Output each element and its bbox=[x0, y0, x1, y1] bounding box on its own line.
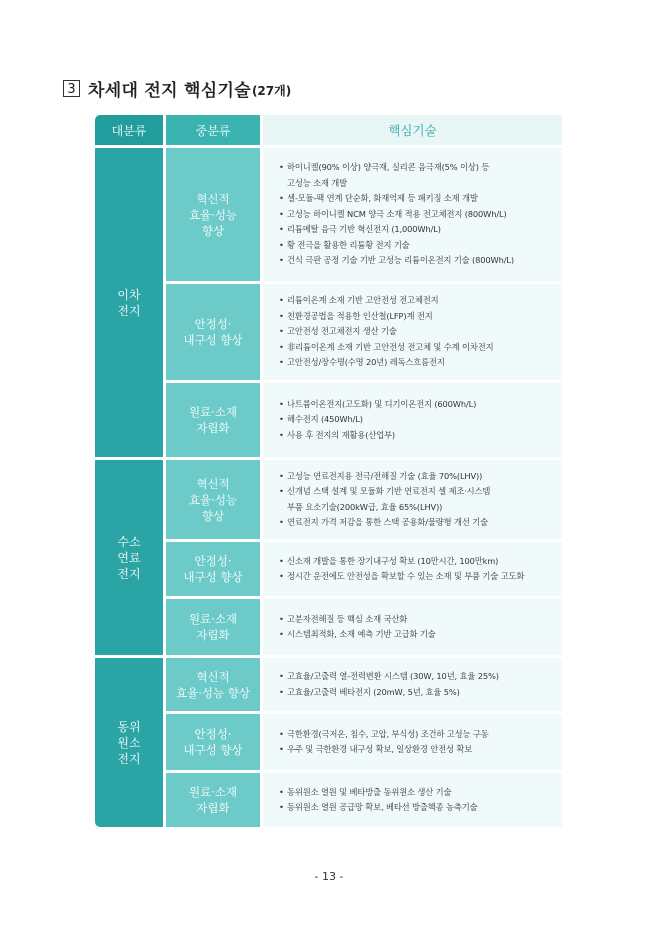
list-item: • 동위원소 열원 및 베타방출 동위원소 생산 기술 bbox=[279, 785, 477, 801]
mid-label: 원료·소재 자립화 bbox=[188, 785, 238, 815]
section-heading bbox=[63, 75, 291, 101]
list-item: • 우주 및 극한환경 내구성 확보, 일상환경 안전성 확보 bbox=[279, 742, 489, 758]
list-item: • 동위원소 열원 공급망 확보, 베타선 방출핵종 농축기술 bbox=[279, 800, 477, 816]
mid-label: 혁신적 효율·성능 향상 bbox=[176, 669, 250, 700]
mid-category bbox=[166, 658, 260, 711]
mid-category bbox=[166, 460, 260, 539]
major-category bbox=[95, 460, 163, 655]
list-item: • 리튬메탈 음극 기반 혁신전지 (1,000Wh/L) bbox=[279, 222, 514, 238]
list-item: • 연료전지 가격 저감을 통한 스택 공용화/물량형 개선 기술 bbox=[279, 515, 490, 531]
list-item: • 시스템최적화, 소재 예측 기반 고급화 기술 bbox=[279, 627, 436, 643]
major-category bbox=[95, 148, 163, 457]
mid-label: 안정성· 내구성 향상 bbox=[183, 554, 243, 584]
core-cell bbox=[263, 148, 562, 281]
mid-category bbox=[166, 383, 260, 457]
mid-category bbox=[166, 773, 260, 827]
list-item: 부품 요소기술(200kW급, 효율 65%(LHV)) bbox=[287, 501, 443, 512]
list-item: • 고효율/고출력 베타전지 (20mW, 5년, 효율 5%) bbox=[279, 685, 499, 701]
header-major: 대분류 bbox=[95, 115, 163, 145]
list-item: • 해수전지 (450Wh/L) bbox=[279, 412, 476, 428]
core-cell bbox=[263, 599, 562, 655]
mid-label: 안정성· 내구성 향상 bbox=[183, 317, 243, 347]
section-title: 차세대 전지 핵심기술 bbox=[88, 80, 251, 101]
list-item: • 非리튬이온계 소재 기반 고안전성 전고체 및 수계 이차전지 bbox=[279, 340, 493, 356]
major-label: 이차 전지 bbox=[117, 287, 141, 318]
header-core: 핵심기술 bbox=[263, 115, 562, 145]
list-item: • 신개념 스택 설계 및 모듈화 기반 연료전지 셀 제조·시스템 bbox=[279, 484, 490, 500]
mid-category bbox=[166, 284, 260, 380]
mid-category bbox=[166, 148, 260, 281]
major-category bbox=[95, 658, 163, 827]
list-item: • 고안전성/장수명(수명 20년) 레독스흐름전지 bbox=[279, 355, 493, 371]
list-item: • 고분자전해질 등 핵심 소재 국산화 bbox=[279, 612, 436, 628]
core-cell bbox=[263, 714, 562, 770]
mid-label: 원료·소재 자립화 bbox=[188, 612, 238, 642]
major-label: 동위 원소 전지 bbox=[117, 719, 141, 766]
core-cell bbox=[263, 284, 562, 380]
core-cell bbox=[263, 460, 562, 539]
list-item: • 건식 극판 공정 기술 기반 고성능 리튬이온전지 기술 (800Wh/L) bbox=[279, 253, 514, 269]
mid-label: 원료·소재 자립화 bbox=[188, 405, 238, 435]
core-cell bbox=[263, 542, 562, 596]
list-item: • 하이니켈(90% 이상) 양극재, 실리콘 음극재(5% 이상) 등 bbox=[279, 160, 514, 176]
core-cell bbox=[263, 383, 562, 457]
mid-label: 혁신적 효율·성능 향상 bbox=[188, 476, 238, 523]
mid-category bbox=[166, 714, 260, 770]
mid-category bbox=[166, 542, 260, 596]
section-number: 3 bbox=[63, 80, 80, 97]
list-item: • 고효율/고출력 열-전력변환 시스템 (30W, 10년, 효율 25%) bbox=[279, 669, 499, 685]
list-item: • 정시간 운전에도 안전성을 확보할 수 있는 소재 및 부품 기술 고도화 bbox=[279, 569, 524, 585]
mid-label: 혁신적 효율·성능 향상 bbox=[188, 191, 238, 238]
list-item: • 친환경공법을 적용한 인산철(LFP)계 전지 bbox=[279, 309, 493, 325]
section-count: (27개) bbox=[251, 83, 292, 98]
list-item: • 고성능 연료전지용 전극/전해질 기술 (효율 70%(LHV)) bbox=[279, 469, 490, 485]
list-item: • 셀-모듈-팩 연계 단순화, 화재억제 등 패키징 소재 개발 bbox=[279, 191, 514, 207]
list-item: 고성능 소재 개발 bbox=[287, 177, 348, 188]
list-item: • 황 전극을 활용한 리튬황 전지 기술 bbox=[279, 238, 514, 254]
page-number: - 13 - bbox=[314, 870, 344, 883]
list-item: • 나트륨이온전지(고도화) 및 디기이온전지 (600Wh/L) bbox=[279, 397, 476, 413]
list-item: • 리튬이온계 소재 기반 고안전성 전고체전지 bbox=[279, 293, 493, 309]
core-cell bbox=[263, 658, 562, 711]
list-item: • 신소재 개발을 통한 장기내구성 확보 (10만시간, 100만km) bbox=[279, 554, 524, 570]
header-mid: 중분류 bbox=[166, 115, 260, 145]
mid-category bbox=[166, 599, 260, 655]
major-label: 수소 연료 전지 bbox=[117, 534, 141, 581]
list-item: • 사용 후 전지의 재활용(산업부) bbox=[279, 428, 476, 444]
mid-label: 안정성· 내구성 향상 bbox=[183, 727, 243, 757]
core-cell bbox=[263, 773, 562, 827]
list-item: • 고안전성 전고체전지 생산 기술 bbox=[279, 324, 493, 340]
list-item: • 고성능 하이니켈 NCM 양극 소재 적용 전고체전지 (800Wh/L) bbox=[279, 207, 514, 223]
list-item: • 극한환경(극저온, 침수, 고압, 부식성) 조건하 고성능 구동 bbox=[279, 727, 489, 743]
